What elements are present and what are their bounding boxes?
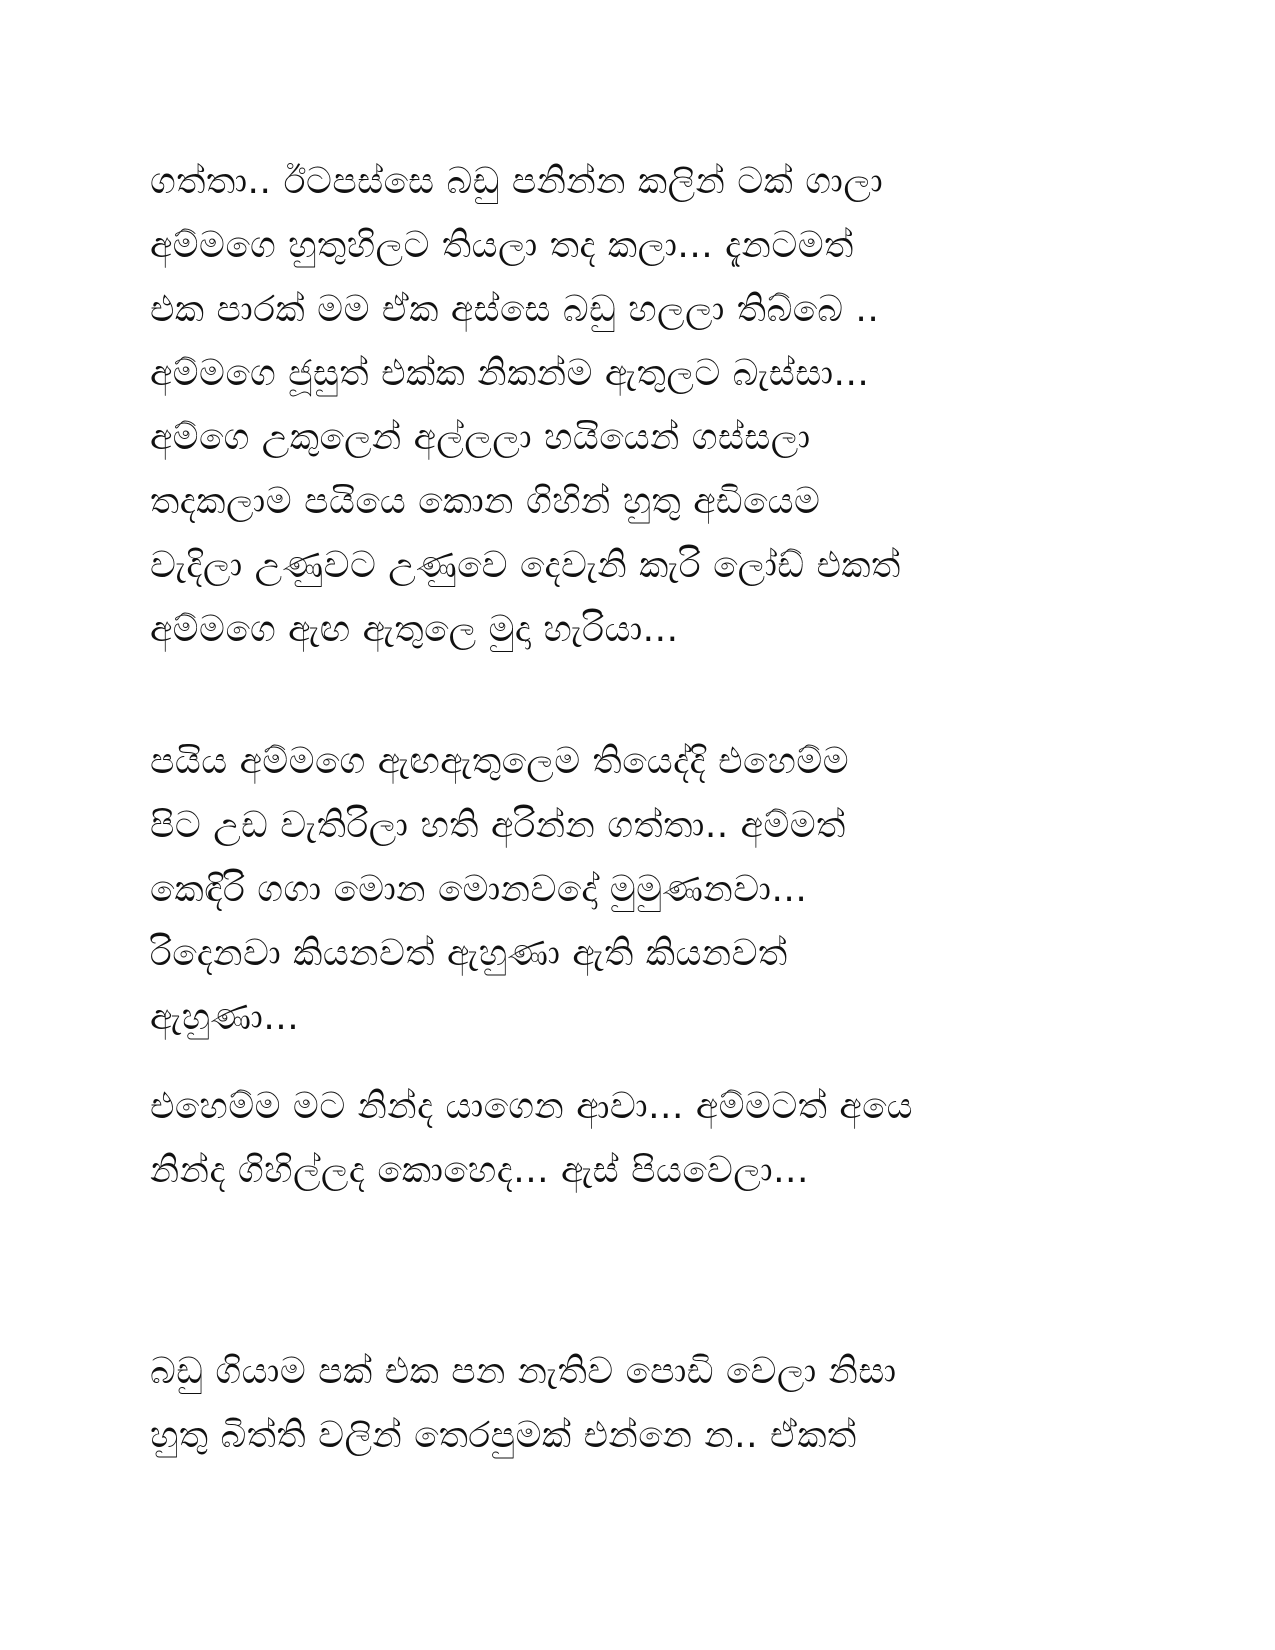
text-line: කෙඳිරි ගගා මොන මොනවදෝ මුමුණනවා... <box>150 869 808 910</box>
text-line: පයිය අම්මගෙ ඇඟඇතුලෙම තියෙද්දි එහෙම්ම <box>150 741 850 782</box>
text-line: ගත්තා.. ඊටපස්සෙ බඩු පනින්න කලින් ටක් ගාලා <box>150 161 884 202</box>
text-line: පිට උඩ වැතිරිලා හති අරින්න ගත්තා.. අම්මත් <box>150 805 846 846</box>
text-line: නින්ද ගිහිල්ලද කොහෙද... ඇස් පියවෙලා... <box>150 1150 809 1191</box>
text-line: එහෙම්ම මට නින්ද යාගෙන ආවා... අම්මටත් අයෙ <box>150 1086 913 1127</box>
text-line: වැදිලා උණුවට උණුවෙ දෙවැනි කැරි ලෝඩ් එකත් <box>150 545 901 586</box>
text-line: එක පාරක් මම ඒක අස්සෙ බඩු හලලා තිබ්බෙ .. <box>150 289 880 330</box>
text-line: තදකලාම පයියෙ කොන ගිහින් හුතු අඩියෙම <box>150 481 821 522</box>
paragraph-4 <box>150 1340 1160 1468</box>
text-line: අම්මගෙ හුතුහිලට තියලා තද කලා... දැනටමත් <box>150 225 854 266</box>
paragraph-1 <box>150 150 1160 662</box>
paragraph-3 <box>150 1075 1160 1203</box>
text-line: ඇහුණා... <box>150 997 300 1038</box>
text-line: අම්ගෙ උකුලෙන් අල්ලලා හයියෙන් ගස්සලා <box>150 417 811 458</box>
text-line: අම්මගෙ ජූසුත් එක්ක නිකන්ම ඇතුලට බැස්සා... <box>150 353 870 394</box>
paragraph-2 <box>150 730 1160 1050</box>
text-line: රිදෙනවා කියනවත් ඇහුණා ඇති කියනවත් <box>150 933 788 974</box>
text-line: අම්මගෙ ඇඟ ඇතුලෙ මුදා හැරියා... <box>150 609 679 650</box>
text-line: හුතු බිත්ති වලින් තෙරපුමක් එන්නෙ න.. ඒකත් <box>150 1415 857 1456</box>
text-line: බඩු ගියාම පක් එක පන නැතිව පොඩි වෙලා නිසා <box>150 1351 897 1392</box>
